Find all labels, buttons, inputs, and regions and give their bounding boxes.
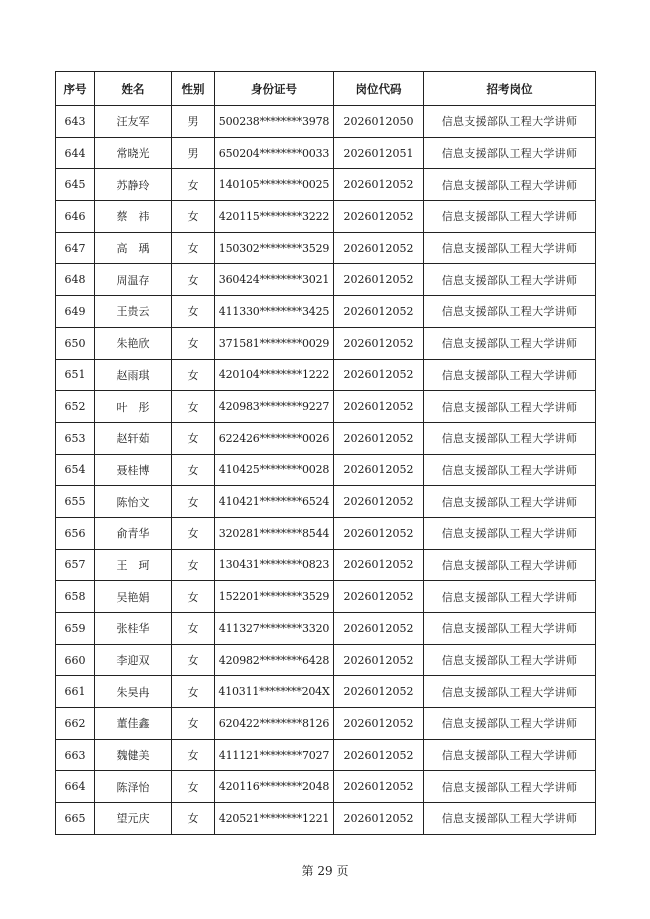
cell-gender: 女 <box>172 327 215 359</box>
cell-id-number: 320281********8544 <box>215 517 334 549</box>
cell-name: 周温存 <box>95 264 172 296</box>
cell-post-title: 信息支援部队工程大学讲师 <box>424 549 596 581</box>
cell-no: 665 <box>56 803 95 835</box>
header-no: 序号 <box>56 72 95 106</box>
cell-name: 朱昊冉 <box>95 676 172 708</box>
cell-id-number: 410425********0028 <box>215 454 334 486</box>
cell-no: 649 <box>56 296 95 328</box>
cell-id-number: 411121********7027 <box>215 739 334 771</box>
cell-post-title: 信息支援部队工程大学讲师 <box>424 454 596 486</box>
cell-id-number: 411327********3320 <box>215 613 334 645</box>
cell-gender: 女 <box>172 644 215 676</box>
cell-no: 651 <box>56 359 95 391</box>
cell-name: 张桂华 <box>95 613 172 645</box>
table-row <box>56 296 596 328</box>
cell-post-title: 信息支援部队工程大学讲师 <box>424 803 596 835</box>
cell-name: 陈怡文 <box>95 486 172 518</box>
cell-id-number: 420104********1222 <box>215 359 334 391</box>
cell-no: 644 <box>56 137 95 169</box>
cell-id-number: 622426********0026 <box>215 422 334 454</box>
cell-gender: 女 <box>172 803 215 835</box>
cell-no: 656 <box>56 517 95 549</box>
table-row <box>56 549 596 581</box>
header-post: 招考岗位 <box>424 72 596 106</box>
table-row <box>56 106 596 138</box>
cell-post-title: 信息支援部队工程大学讲师 <box>424 327 596 359</box>
cell-gender: 女 <box>172 581 215 613</box>
cell-name: 苏静玲 <box>95 169 172 201</box>
cell-post-code: 2026012052 <box>334 708 424 740</box>
cell-post-title: 信息支援部队工程大学讲师 <box>424 644 596 676</box>
table-row <box>56 422 596 454</box>
cell-no: 645 <box>56 169 95 201</box>
cell-no: 647 <box>56 232 95 264</box>
table-row <box>56 327 596 359</box>
cell-no: 658 <box>56 581 95 613</box>
cell-name: 叶 彤 <box>95 391 172 423</box>
cell-gender: 女 <box>172 391 215 423</box>
cell-post-title: 信息支援部队工程大学讲师 <box>424 517 596 549</box>
cell-post-code: 2026012052 <box>334 169 424 201</box>
cell-post-code: 2026012052 <box>334 422 424 454</box>
cell-name: 蔡 祎 <box>95 201 172 233</box>
cell-no: 659 <box>56 613 95 645</box>
table-row <box>56 232 596 264</box>
cell-id-number: 500238********3978 <box>215 106 334 138</box>
cell-name: 聂桂博 <box>95 454 172 486</box>
cell-no: 657 <box>56 549 95 581</box>
cell-id-number: 130431********0823 <box>215 549 334 581</box>
cell-gender: 男 <box>172 137 215 169</box>
cell-gender: 女 <box>172 549 215 581</box>
cell-post-title: 信息支援部队工程大学讲师 <box>424 486 596 518</box>
cell-id-number: 140105********0025 <box>215 169 334 201</box>
cell-gender: 女 <box>172 296 215 328</box>
cell-id-number: 360424********3021 <box>215 264 334 296</box>
table-row <box>56 613 596 645</box>
table-row <box>56 644 596 676</box>
cell-post-code: 2026012051 <box>334 137 424 169</box>
cell-name: 董佳鑫 <box>95 708 172 740</box>
cell-name: 魏健美 <box>95 739 172 771</box>
cell-id-number: 420983********9227 <box>215 391 334 423</box>
table-row <box>56 391 596 423</box>
cell-no: 663 <box>56 739 95 771</box>
cell-gender: 女 <box>172 359 215 391</box>
cell-post-title: 信息支援部队工程大学讲师 <box>424 169 596 201</box>
header-id: 身份证号 <box>215 72 334 106</box>
cell-name: 俞青华 <box>95 517 172 549</box>
cell-no: 646 <box>56 201 95 233</box>
cell-no: 650 <box>56 327 95 359</box>
cell-post-code: 2026012052 <box>334 359 424 391</box>
cell-no: 662 <box>56 708 95 740</box>
table-row <box>56 264 596 296</box>
cell-post-title: 信息支援部队工程大学讲师 <box>424 771 596 803</box>
table-row <box>56 137 596 169</box>
cell-post-title: 信息支援部队工程大学讲师 <box>424 359 596 391</box>
cell-id-number: 620422********8126 <box>215 708 334 740</box>
cell-post-title: 信息支援部队工程大学讲师 <box>424 581 596 613</box>
table-row <box>56 454 596 486</box>
cell-post-code: 2026012052 <box>334 232 424 264</box>
cell-name: 陈泽怡 <box>95 771 172 803</box>
cell-gender: 女 <box>172 486 215 518</box>
table-row <box>56 803 596 835</box>
cell-id-number: 410311********204X <box>215 676 334 708</box>
cell-post-title: 信息支援部队工程大学讲师 <box>424 391 596 423</box>
cell-name: 望元庆 <box>95 803 172 835</box>
cell-post-code: 2026012052 <box>334 613 424 645</box>
cell-gender: 女 <box>172 517 215 549</box>
cell-name: 高 瑀 <box>95 232 172 264</box>
cell-post-title: 信息支援部队工程大学讲师 <box>424 739 596 771</box>
cell-no: 655 <box>56 486 95 518</box>
cell-post-title: 信息支援部队工程大学讲师 <box>424 264 596 296</box>
cell-id-number: 411330********3425 <box>215 296 334 328</box>
cell-post-title: 信息支援部队工程大学讲师 <box>424 201 596 233</box>
cell-name: 朱艳欣 <box>95 327 172 359</box>
cell-gender: 女 <box>172 708 215 740</box>
cell-id-number: 410421********6524 <box>215 486 334 518</box>
cell-post-title: 信息支援部队工程大学讲师 <box>424 708 596 740</box>
cell-gender: 女 <box>172 676 215 708</box>
cell-no: 648 <box>56 264 95 296</box>
cell-no: 660 <box>56 644 95 676</box>
header-code: 岗位代码 <box>334 72 424 106</box>
header-gender: 性别 <box>172 72 215 106</box>
cell-gender: 女 <box>172 613 215 645</box>
table-row <box>56 359 596 391</box>
cell-post-code: 2026012052 <box>334 454 424 486</box>
cell-post-code: 2026012052 <box>334 296 424 328</box>
cell-id-number: 152201********3529 <box>215 581 334 613</box>
cell-no: 664 <box>56 771 95 803</box>
cell-post-code: 2026012052 <box>334 391 424 423</box>
cell-gender: 女 <box>172 771 215 803</box>
cell-post-code: 2026012052 <box>334 327 424 359</box>
cell-post-title: 信息支援部队工程大学讲师 <box>424 613 596 645</box>
cell-post-title: 信息支援部队工程大学讲师 <box>424 422 596 454</box>
cell-gender: 女 <box>172 201 215 233</box>
table-body <box>56 106 596 835</box>
page-number: 第 29 页 <box>301 864 349 878</box>
table-row <box>56 169 596 201</box>
cell-id-number: 420116********2048 <box>215 771 334 803</box>
cell-gender: 女 <box>172 422 215 454</box>
cell-gender: 女 <box>172 739 215 771</box>
cell-gender: 女 <box>172 169 215 201</box>
cell-no: 661 <box>56 676 95 708</box>
cell-post-title: 信息支援部队工程大学讲师 <box>424 676 596 708</box>
table-row <box>56 771 596 803</box>
cell-name: 常晓光 <box>95 137 172 169</box>
cell-no: 652 <box>56 391 95 423</box>
cell-name: 王贵云 <box>95 296 172 328</box>
cell-post-code: 2026012052 <box>334 264 424 296</box>
cell-post-title: 信息支援部队工程大学讲师 <box>424 296 596 328</box>
header-name: 姓名 <box>95 72 172 106</box>
cell-gender: 女 <box>172 454 215 486</box>
cell-gender: 男 <box>172 106 215 138</box>
cell-name: 王 珂 <box>95 549 172 581</box>
cell-name: 赵轩茹 <box>95 422 172 454</box>
cell-id-number: 420115********3222 <box>215 201 334 233</box>
table-header <box>56 72 596 106</box>
table-row <box>56 739 596 771</box>
candidate-table <box>55 71 596 835</box>
cell-post-code: 2026012052 <box>334 201 424 233</box>
cell-id-number: 650204********0033 <box>215 137 334 169</box>
cell-gender: 女 <box>172 232 215 264</box>
cell-no: 643 <box>56 106 95 138</box>
cell-id-number: 420982********6428 <box>215 644 334 676</box>
cell-post-code: 2026012052 <box>334 771 424 803</box>
cell-no: 654 <box>56 454 95 486</box>
table-row <box>56 676 596 708</box>
table-row <box>56 708 596 740</box>
cell-name: 吴艳娟 <box>95 581 172 613</box>
cell-id-number: 150302********3529 <box>215 232 334 264</box>
cell-name: 李迎双 <box>95 644 172 676</box>
cell-post-code: 2026012052 <box>334 581 424 613</box>
cell-post-title: 信息支援部队工程大学讲师 <box>424 232 596 264</box>
table-row <box>56 486 596 518</box>
cell-post-code: 2026012052 <box>334 486 424 518</box>
cell-post-code: 2026012052 <box>334 549 424 581</box>
cell-id-number: 420521********1221 <box>215 803 334 835</box>
cell-id-number: 371581********0029 <box>215 327 334 359</box>
cell-post-code: 2026012052 <box>334 676 424 708</box>
table-row <box>56 581 596 613</box>
cell-no: 653 <box>56 422 95 454</box>
cell-post-title: 信息支援部队工程大学讲师 <box>424 137 596 169</box>
cell-name: 赵雨琪 <box>95 359 172 391</box>
cell-post-code: 2026012052 <box>334 739 424 771</box>
cell-gender: 女 <box>172 264 215 296</box>
table-row <box>56 517 596 549</box>
cell-post-code: 2026012050 <box>334 106 424 138</box>
cell-post-code: 2026012052 <box>334 517 424 549</box>
table-row <box>56 201 596 233</box>
header-row <box>56 72 596 106</box>
cell-post-code: 2026012052 <box>334 803 424 835</box>
cell-post-title: 信息支援部队工程大学讲师 <box>424 106 596 138</box>
cell-name: 汪友军 <box>95 106 172 138</box>
cell-post-code: 2026012052 <box>334 644 424 676</box>
